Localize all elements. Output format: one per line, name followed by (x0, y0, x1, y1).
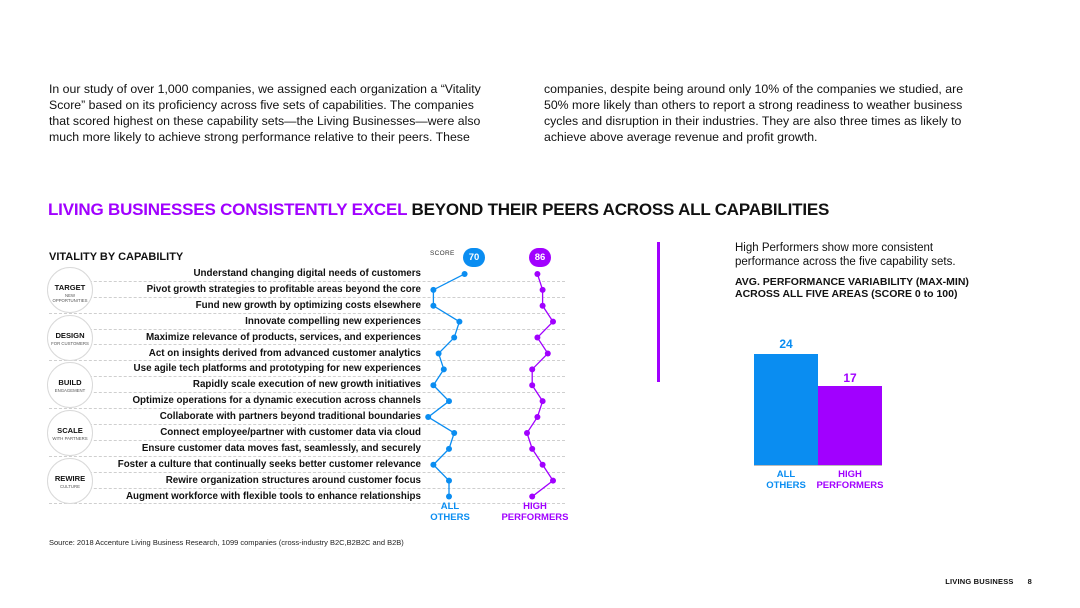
data-point-all-others (446, 478, 452, 484)
data-point-high-performers (540, 462, 546, 468)
vitality-chart-title: VITALITY BY CAPABILITY (49, 251, 184, 263)
group-name: REWIRE (54, 473, 86, 483)
data-point-all-others (446, 446, 452, 452)
data-point-high-performers (545, 350, 551, 356)
axis-label-high-performers (495, 502, 575, 523)
axis-label-all-others-text: ALL OTHERS (430, 501, 470, 523)
variability-chart-title: AVG. PERFORMANCE VARIABILITY (MAX-MIN) ACROSS ALL FIVE AREAS (SCORE 0 to 100) (735, 276, 969, 300)
bar-all-others (754, 354, 818, 465)
data-point-all-others (451, 430, 457, 436)
capability-label: Rewire organization structures around customer focus (165, 474, 421, 486)
capability-label: Innovate compelling new experiences (245, 315, 421, 327)
bar-high-performers (818, 386, 882, 465)
page-footer (945, 577, 1032, 586)
data-point-high-performers (540, 303, 546, 309)
data-point-high-performers (534, 335, 540, 341)
group-subtitle: ENGAGEMENT (54, 388, 86, 394)
data-point-all-others (430, 462, 436, 468)
data-point-all-others (462, 271, 468, 277)
axis-label-all-others (415, 502, 485, 523)
data-point-all-others (446, 494, 452, 500)
group-subtitle: WITH PARTNERS (52, 435, 88, 441)
score-badge-all-others: 70 (463, 248, 485, 267)
capability-label: Act on insights derived from advanced customer analytics (148, 347, 421, 359)
axis-label-high-performers-text: HIGH PERFORMERS (501, 501, 569, 523)
data-point-all-others (430, 287, 436, 293)
footer-label: LIVING BUSINESS (945, 577, 1014, 586)
headline-rest: BEYOND THEIR PEERS ACROSS ALL CAPABILITIES (407, 200, 830, 219)
group-subtitle: CULTURE (60, 483, 80, 489)
headline-accent: LIVING BUSINESSES CONSISTENTLY EXCEL (48, 200, 408, 219)
data-point-high-performers (540, 287, 546, 293)
data-point-all-others (456, 319, 462, 325)
data-point-high-performers (529, 494, 535, 500)
data-point-all-others (425, 414, 431, 420)
capability-label: Ensure customer data moves fast, seamlessly, and securely (141, 442, 421, 454)
group-subtitle: NEW OPPORTUNITIES (52, 292, 88, 303)
capability-label: Understand changing digital needs of customers (193, 268, 421, 279)
capability-label: Foster a culture that continually seeks better customer relevance (117, 458, 421, 470)
group-subtitle: FOR CUSTOMERS (51, 340, 89, 346)
capability-label: Collaborate with partners beyond traditional boundaries (159, 411, 421, 423)
bar-category-all-others: ALL OTHERS (766, 469, 806, 491)
data-point-high-performers (524, 430, 530, 436)
group-name: SCALE (57, 425, 83, 435)
section-divider (657, 242, 660, 382)
data-point-high-performers (540, 398, 546, 404)
page-number: 8 (1027, 577, 1032, 586)
capability-label: Optimize operations for a dynamic execution across channels (132, 395, 421, 407)
data-point-high-performers (534, 414, 540, 420)
data-point-high-performers (550, 319, 556, 325)
capability-label: Rapidly scale execution of new growth initiatives (192, 379, 421, 391)
data-point-high-performers (529, 366, 535, 372)
capability-label: Maximize relevance of products, services, and experiences (146, 331, 421, 343)
bar-value-high-performers: 17 (843, 371, 857, 385)
data-point-high-performers (529, 446, 535, 452)
capability-label: Fund new growth by optimizing costs elsewhere (195, 299, 421, 311)
bar-value-all-others: 24 (779, 337, 793, 351)
data-point-all-others (446, 398, 452, 404)
data-point-all-others (441, 366, 447, 372)
data-point-all-others (436, 350, 442, 356)
capability-label: Connect employee/partner with customer data via cloud (160, 427, 421, 438)
variability-intro: High Performers show more consistent performance across the five capability sets. (735, 242, 956, 268)
capability-label: Use agile tech platforms and prototyping for new experiences (133, 363, 421, 375)
data-point-all-others (430, 382, 436, 388)
intro-text-right: companies, despite being around only 10% of the companies we studied, are 50% more likely than others to report a strong readiness to weather business cycles and disruption in their industries. They are also three times as likely to achieve above average revenue and profit growth. (544, 82, 964, 144)
group-name: BUILD (58, 378, 82, 388)
bar-baseline (754, 465, 882, 466)
data-point-high-performers (550, 478, 556, 484)
source-note: Source: 2018 Accenture Living Business Research, 1099 companies (cross-industry B2C,B2B2C and B2B) (49, 538, 404, 547)
group-name: TARGET (54, 282, 86, 292)
capability-label: Pivot growth strategies to profitable areas beyond the core (146, 283, 421, 295)
group-name: DESIGN (55, 330, 85, 340)
bar-category-high-performers: HIGH PERFORMERS (816, 469, 884, 491)
score-badge-high-performers: 86 (529, 248, 551, 267)
capability-label: Augment workforce with flexible tools to enhance relationships (125, 490, 421, 502)
data-point-high-performers (529, 382, 535, 388)
intro-text-left: In our study of over 1,000 companies, we assigned each organization a “Vitality Score” based on its proficiency across five sets of capabilities. The companies that scored highest on these capability sets—the Living Businesses—were also much more likely to achieve strong performance relative to their peers. These (49, 82, 481, 144)
score-label: SCORE (430, 250, 455, 257)
data-point-high-performers (534, 271, 540, 277)
data-point-all-others (451, 335, 457, 341)
data-point-all-others (430, 303, 436, 309)
